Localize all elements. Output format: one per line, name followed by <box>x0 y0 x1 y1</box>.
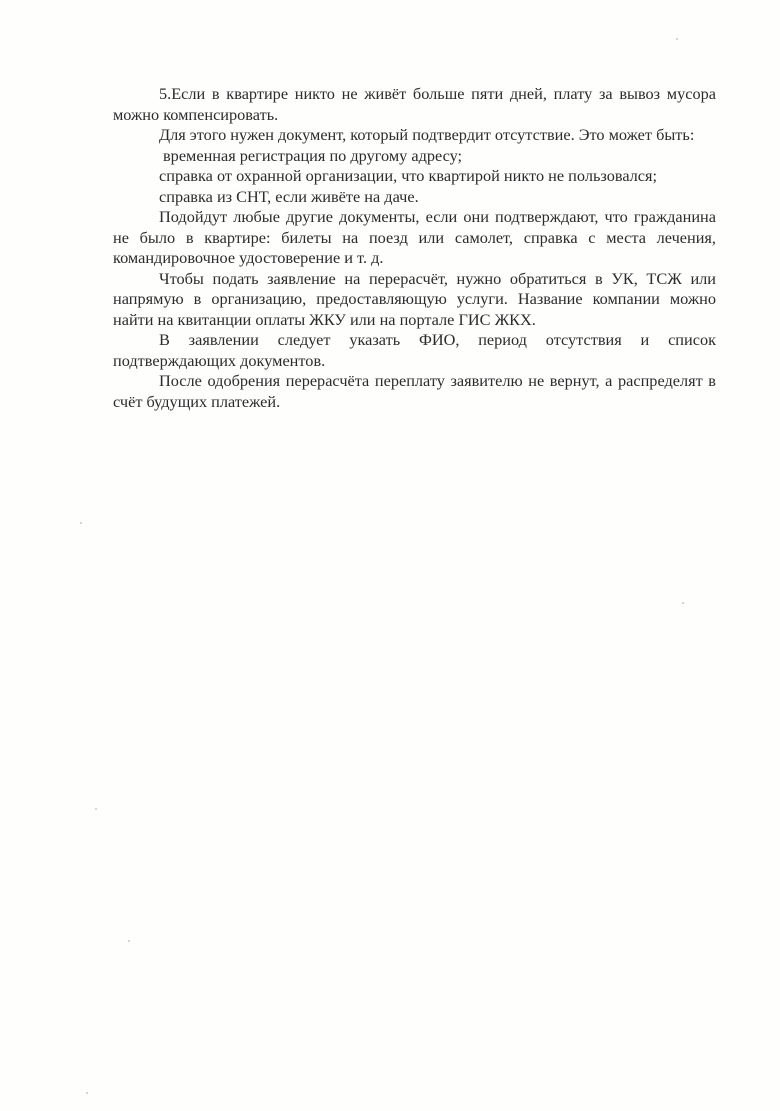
paragraph-other-documents: Подойдут любые другие документы, если они подтверждают, что гражданина не было в квартире: билеты на поезд или самолет, справка с места лечения, командировочное удостоверение и т. д. <box>113 207 716 267</box>
paragraph-overpayment: После одобрения перерасчёта переплату заявителю не вернут, а распределят в счёт будущих платежей. <box>113 371 716 411</box>
scan-speck <box>80 522 82 524</box>
scan-speck <box>86 1092 88 1094</box>
paragraph-compensation: 5.Если в квартире никто не живёт больше пяти дней, плату за вывоз мусора можно компенсировать. <box>113 84 716 124</box>
list-item-snt-certificate: справка из СНТ, если живёте на даче. <box>159 186 419 206</box>
scan-speck <box>95 808 97 810</box>
list-item-security-certificate: справка от охранной организации, что квартирой никто не пользовался; <box>159 166 658 185</box>
list-item-temporary-registration: временная регистрация по другому адресу; <box>163 145 463 165</box>
scan-speck <box>682 602 684 604</box>
scan-speck <box>128 940 130 942</box>
document-body <box>113 84 716 412</box>
paragraph-application-contents: В заявлении следует указать ФИО, период отсутствия и список подтверждающих документов. <box>113 330 716 370</box>
scan-speck <box>676 38 678 40</box>
paragraph-required-document: Для этого нужен документ, который подтвердит отсутствие. Это может быть: <box>159 125 695 144</box>
paragraph-how-to-apply: Чтобы подать заявление на перерасчёт, нужно обратиться в УК, ТСЖ или напрямую в организацию, предоставляющую услуги. Название компании можно найти на квитанции оплаты ЖКУ или на портале ГИС ЖКХ. <box>113 268 716 329</box>
